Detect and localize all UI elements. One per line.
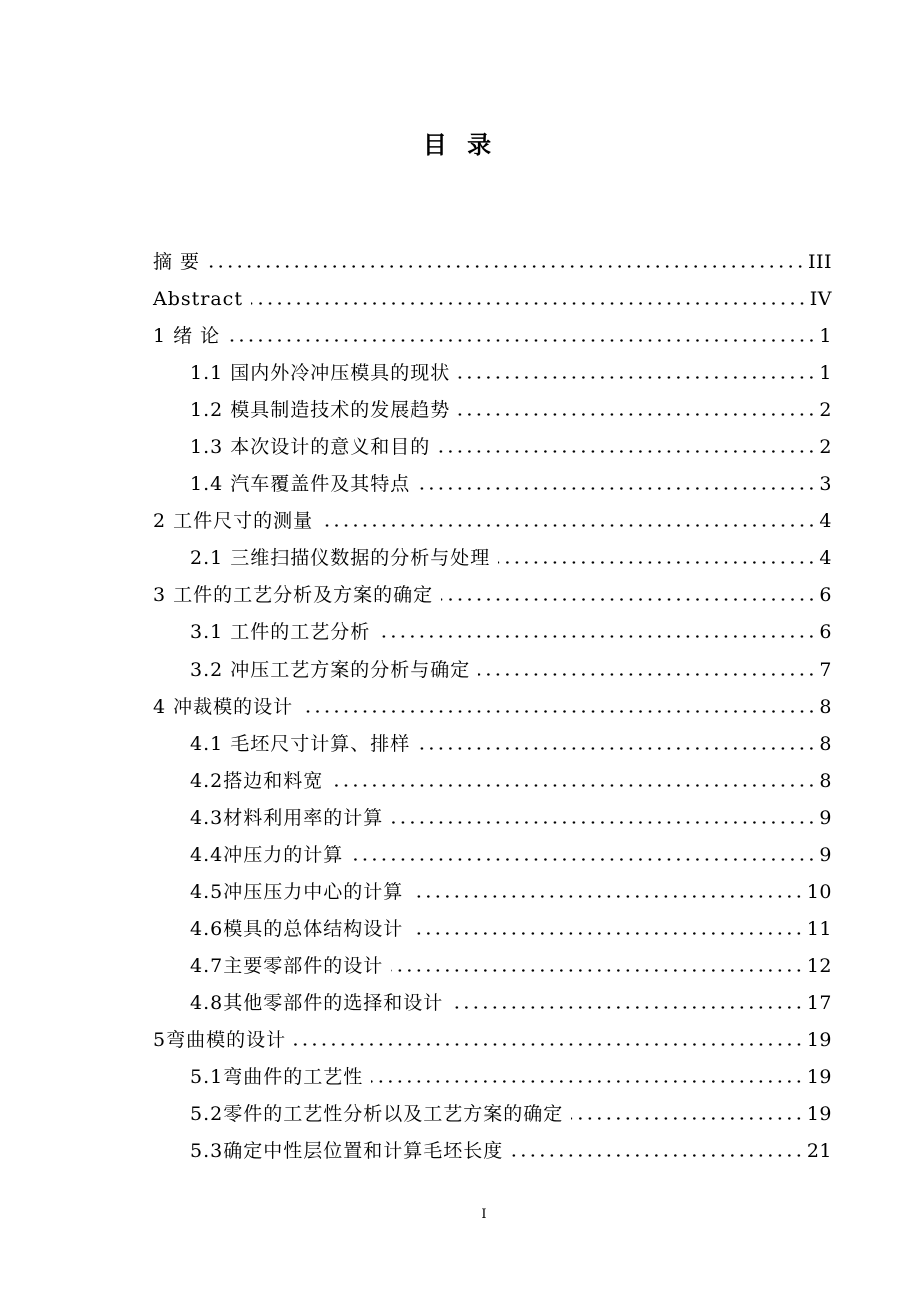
toc-entry-label: 4.3材料利用率的计算	[190, 806, 384, 829]
toc-entry-page: 1	[819, 325, 832, 348]
toc-entry-page: 19	[806, 1103, 832, 1126]
toc-entry	[153, 281, 832, 318]
dot-leader	[458, 376, 816, 379]
toc-entry-label: 3 工件的工艺分析及方案的确定	[153, 584, 434, 607]
toc-subsection	[153, 837, 832, 874]
toc-subsection	[153, 985, 832, 1022]
toc-chapter	[153, 1022, 832, 1059]
toc-entry-page: 11	[806, 917, 832, 940]
toc-subsection	[153, 614, 832, 651]
toc-entry-label: 1.3 本次设计的意义和目的	[190, 436, 431, 459]
toc-subsection	[153, 948, 832, 985]
toc-subsection	[153, 429, 832, 466]
dot-leader	[418, 747, 816, 750]
toc-entry-page: 6	[819, 584, 832, 607]
toc-entry-page: III	[807, 251, 832, 273]
toc-entry-label: 5弯曲模的设计	[153, 1028, 287, 1051]
toc-entry-label: 摘 要	[153, 251, 201, 273]
dot-leader	[418, 487, 816, 490]
toc-entry-label: 4.7主要零部件的设计	[190, 954, 384, 977]
toc-title: 目 录	[422, 130, 498, 159]
toc-entry-page: 8	[819, 732, 832, 755]
dot-leader	[458, 413, 816, 416]
toc-entry-page: 3	[819, 473, 832, 496]
dot-leader	[478, 673, 816, 676]
toc-entry-page: 6	[819, 621, 832, 644]
toc-entry-label: 2.1 三维扫描仪数据的分析与处理	[190, 547, 491, 570]
toc-entry-page: 8	[819, 695, 832, 718]
toc-chapter	[153, 503, 832, 540]
dot-leader	[371, 1080, 804, 1083]
toc-entry-label: 4.2搭边和料宽	[190, 769, 324, 792]
toc-entry-page: 21	[806, 1140, 832, 1163]
toc-entry-page: 9	[819, 806, 832, 829]
toc-entry-label: 5.2零件的工艺性分析以及工艺方案的确定	[190, 1103, 564, 1126]
toc-entry-page: 12	[806, 954, 832, 977]
dot-leader	[321, 524, 816, 527]
toc-entry-page: 19	[806, 1066, 832, 1089]
dot-leader	[411, 895, 804, 898]
dot-leader	[294, 1043, 804, 1046]
dot-leader	[571, 1117, 804, 1120]
table-of-contents	[153, 244, 832, 1170]
toc-entry-page: 9	[819, 843, 832, 866]
toc-entry-label: 4 冲裁模的设计	[153, 695, 294, 718]
toc-subsection	[153, 1096, 832, 1133]
toc-entry-label: 1.1 国内外冷冲压模具的现状	[190, 362, 451, 385]
dot-leader	[301, 710, 816, 713]
dot-leader	[228, 339, 816, 342]
toc-entry-page: 4	[819, 510, 832, 533]
toc-entry-label: 4.1 毛坯尺寸计算、排样	[190, 732, 411, 755]
dot-leader	[441, 598, 816, 601]
toc-entry-page: 8	[819, 769, 832, 792]
toc-subsection	[153, 540, 832, 577]
dot-leader	[251, 302, 807, 305]
dot-leader	[331, 784, 816, 787]
toc-entry-label: 3.1 工件的工艺分析	[190, 621, 371, 644]
toc-entry-label: 1.4 汽车覆盖件及其特点	[190, 473, 411, 496]
dot-leader	[378, 635, 816, 638]
toc-entry-page: IV	[809, 288, 832, 311]
toc-entry-label: 4.8其他零部件的选择和设计	[190, 991, 444, 1014]
toc-entry-label: Abstract	[153, 288, 243, 311]
toc-entry-page: 1	[819, 362, 832, 385]
toc-entry-label: 5.3确定中性层位置和计算毛坯长度	[190, 1140, 504, 1163]
toc-chapter	[153, 577, 832, 614]
toc-entry-label: 1.2 模具制造技术的发展趋势	[190, 399, 451, 422]
toc-subsection	[153, 1059, 832, 1096]
toc-entry-page: 2	[819, 399, 832, 422]
toc-entry-page: 4	[819, 547, 832, 570]
toc-subsection	[153, 874, 832, 911]
toc-subsection	[153, 1133, 832, 1170]
toc-entry-label: 2 工件尺寸的测量	[153, 510, 314, 533]
dot-leader	[411, 932, 804, 935]
toc-entry-page: 19	[806, 1028, 832, 1051]
toc-subsection	[153, 355, 832, 392]
toc-entry-label: 3.2 冲压工艺方案的分析与确定	[190, 658, 471, 681]
page-number: I	[481, 1207, 487, 1222]
toc-subsection	[153, 392, 832, 429]
dot-leader	[208, 265, 805, 268]
toc-subsection	[153, 800, 832, 837]
dot-leader	[498, 561, 816, 564]
dot-leader	[391, 821, 816, 824]
toc-entry-label: 1 绪 论	[153, 325, 221, 348]
toc-entry	[153, 244, 832, 281]
toc-entry-label: 4.4冲压力的计算	[190, 843, 344, 866]
toc-chapter	[153, 318, 832, 355]
toc-subsection	[153, 652, 832, 689]
toc-entry-page: 10	[806, 880, 832, 903]
dot-leader	[351, 858, 816, 861]
toc-subsection	[153, 726, 832, 763]
dot-leader	[438, 450, 816, 453]
dot-leader	[451, 1006, 804, 1009]
toc-entry-label: 5.1弯曲件的工艺性	[190, 1066, 364, 1089]
toc-entry-page: 17	[806, 991, 832, 1014]
dot-leader	[511, 1154, 804, 1157]
toc-entry-page: 7	[819, 658, 832, 681]
toc-subsection	[153, 911, 832, 948]
toc-entry-label: 4.6模具的总体结构设计	[190, 917, 404, 940]
toc-chapter	[153, 689, 832, 726]
toc-entry-page: 2	[819, 436, 832, 459]
dot-leader	[391, 969, 804, 972]
toc-entry-label: 4.5冲压压力中心的计算	[190, 880, 404, 903]
toc-subsection	[153, 763, 832, 800]
toc-subsection	[153, 466, 832, 503]
